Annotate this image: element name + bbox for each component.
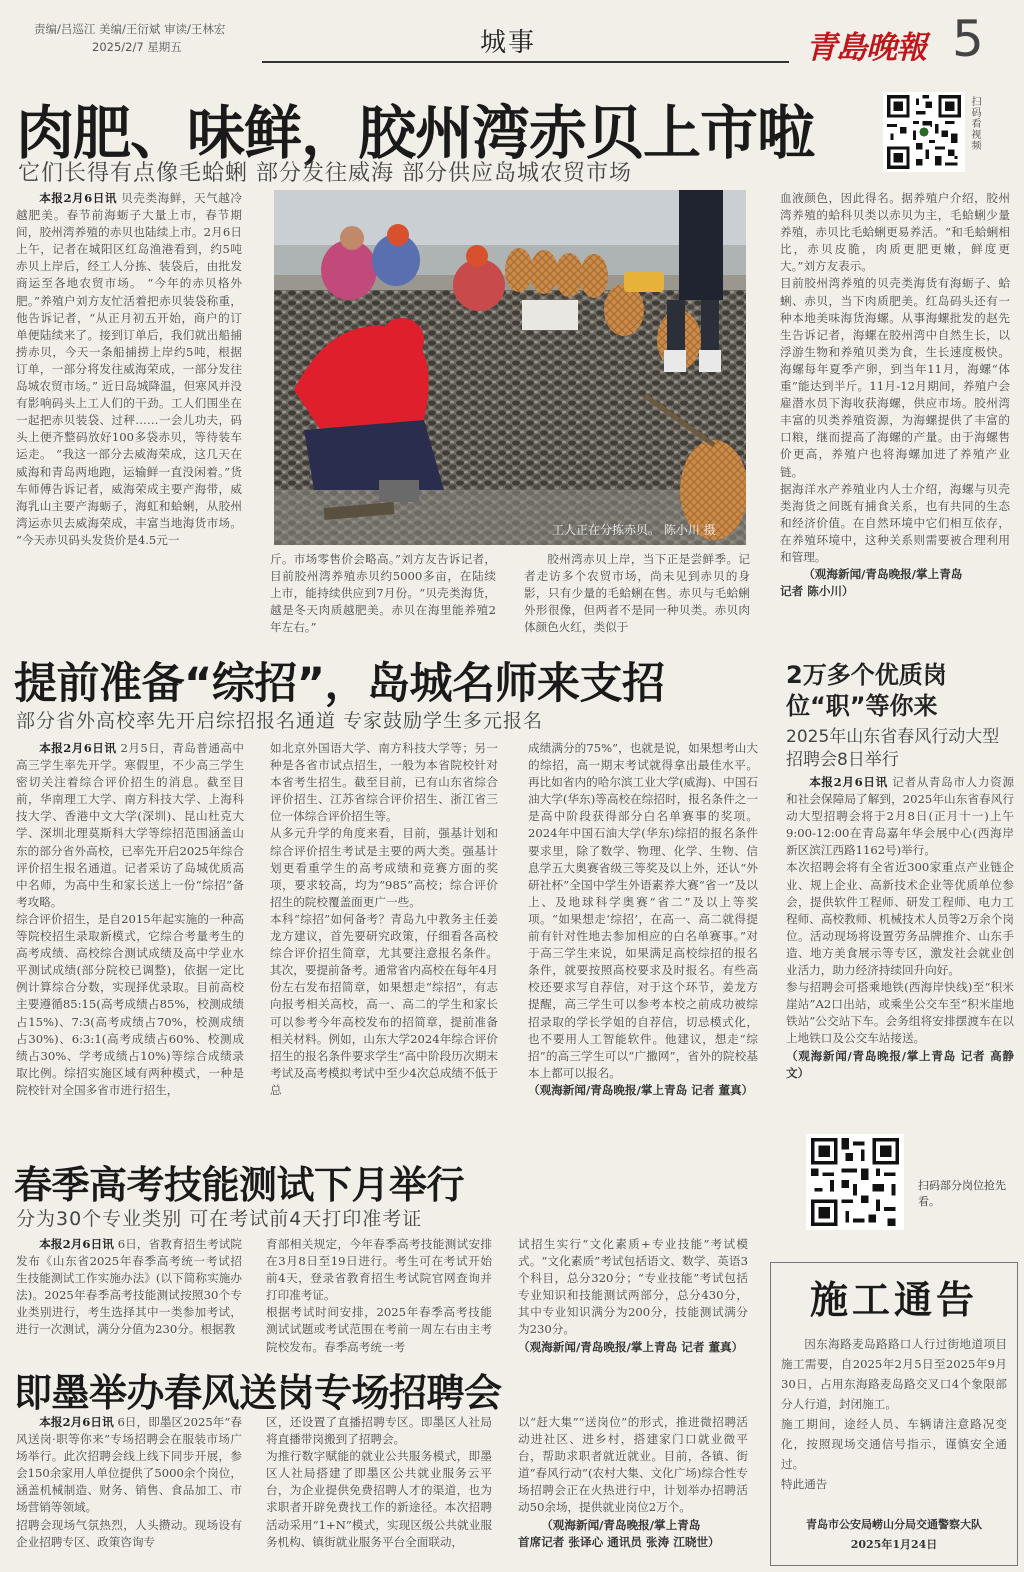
article2-column-3: [528, 740, 758, 1140]
article4-col2-text: 区，还设置了直播招聘专区。即墨区人社局将直播带岗搬到了招聘会。 为推行数字赋能的就业公共服务模式，即墨区人社局搭建了即墨区公共就业服务云平台，为企业提供免费招聘人才的渠道，也为求职者开辟免费找工作的新途径。本次招聘活动采用“1+N”模式，实现区级公共就业服务机构、镇街就业服务平台全面联动，: [266, 1415, 492, 1549]
article1-col3-text: 胶州湾赤贝上岸，当下正是尝鲜季。记者走访多个农贸市场，尚未见到赤贝的身影，只有少量的毛蛤蜊在售。赤贝与毛蛤蜊外形很像，但两者不是同一种贝类。赤贝肉体颜色火红，类似于: [524, 552, 750, 635]
sidebar-jobs-body: [786, 774, 1014, 1124]
article2-col1-text: 2月5日，青岛普通高中高三学生率先开学。寒假里，不少高三学生密切关注着综合评价招生的消息。截至目前，华南理工大学、南方科技大学、上海科技大学、香港中文大学(深圳)、昆山杜克大学、深圳北理莫斯科大学等综招范围涵盖山东的部分省外高校，已率先开启2025年综合评价招生报名通道。记者采访了岛城优质高中名师，为高中生和家长送上一份“综招”备考攻略。 综合评价招生，是自2015年起实施的一种高等院校招生录取新模式，它综合考量考生的高考成绩、高校综合测试成绩及高中学业水平测试成绩(部分院校已调整)，依据一定比例计算综合分数，实现择优录取。目前高校主要遵循85:15(高考成绩占85%，校测成绩占15%)、7:3(高考成绩占70%，校测成绩占30%)、6:3:1(高考成绩占60%、校测成绩占30%、学考成绩占10%)等综合成绩录取比例。综招实施区域有两种模式，一种是院校针对全国多省市进行招生，: [16, 741, 244, 1097]
jobs-qr-code-icon[interactable]: [806, 1134, 904, 1230]
article2-col2-text: 如北京外国语大学、南方科技大学等；另一种是各省市试点招生，一般为本省院校针对本省考生招生。截至目前，已有山东省综合评价招生、江苏省综合评价招生、浙江省三位一体综合评价招生等。 从多元升学的角度来看，目前，强基计划和综合评价招生考试是主要的两大类。强基计划更看重学生的高考成绩和竞赛方面的奖项，要求较高，均为“985”高校；综合评价招生的院校覆盖面更广一些。 本科“综招”如何备考？青岛九中教务主任姜龙方建议，首先要研究政策，仔细看各高校综合评价招生简章，尤其要注意报名条件。其次，要提前备考。通常省内高校在每年4月份左右发布招简章，如果想走“综招”，有志向报考相关高校，高一、高二的学生和家长可以参考今年高校发布的招简章，提前准备相关材料。例如，山东大学2024年综合评价招生的报名条件要求学生“高中阶段历次期末考试及高考模拟考试中至少4次总成绩不低于总: [270, 741, 498, 1097]
article4-title: 即墨举办春风送岗专场招聘会: [14, 1371, 502, 1415]
article3-column-2: [266, 1236, 492, 1356]
notice-body: [781, 1334, 1007, 1494]
section-name: 城事: [480, 28, 537, 58]
sidebar-jobs-credit: （观海新闻/青岛晚报/掌上青岛 记者 高静文）: [786, 1048, 1014, 1080]
article1-credit: （观海新闻/青岛晚报/掌上青岛: [803, 567, 963, 582]
article2-credit: （观海新闻/青岛晚报/掌上青岛 记者 董真）: [528, 1082, 754, 1097]
article1-reporter: 记者 陈小川）: [780, 584, 854, 599]
article3-col1-text: 6日，省教育招生考试院发布《山东省2025年春季高考统一考试招生技能测试工作实施办法》(以下简称实施办法)。2025年春季高考技能测试按照30个专业类别进行，考生选择其中一类参加考试，进行一次测试，满分分值为230分。根据教: [16, 1237, 242, 1337]
article3-credit: （观海新闻/青岛晚报/掌上青岛 记者 董真）: [518, 1339, 744, 1354]
article1-col2-text: 斤。市场零售价会略高。”刘方友告诉记者，目前胶州湾养殖赤贝约5000多亩，在陆续上市，能持续供应到7月份。“贝壳类海货，越是冬天肉质越肥美。赤贝在海里能养殖2年左右。”: [270, 552, 496, 635]
masthead-logo: 青島晚報: [806, 30, 926, 66]
video-qr-caption: 扫码看视频: [969, 96, 980, 151]
article3-col3-text: 试招生实行“文化素质+专业技能”考试模式。“文化素质”考试包括语文、数学、英语3个科目，总分320分；“专业技能”考试包括专业知识和技能测试两部分，总分430分，其中专业知识满分为200分，技能测试满分为230分。: [518, 1237, 748, 1337]
article4-lead: 本报2月6日讯: [39, 1415, 114, 1429]
jobs-qr-caption: 扫码部分岗位抢先看。: [918, 1179, 1006, 1208]
editors-line: 责编/吕巡江 美编/王衍斌 审读/王林宏: [34, 22, 226, 36]
notice-date: 2025年1月24日: [850, 1538, 938, 1551]
article3-title: 春季高考技能测试下月举行: [14, 1163, 465, 1207]
article1-col4-text: 血液颜色，因此得名。据养殖户介绍，胶州湾养殖的蛤科贝类以赤贝为主，毛蛤蜊少量养殖，赤贝比毛蛤蜊更易养活。“和毛蛤蜊相比，赤贝皮脆，肉质更肥更嫩，鲜度更大。”刘方友表示。 目前胶州湾养殖的贝壳类海货有海蛎子、蛤蜊、赤贝，当下肉质肥美。红岛码头还有一种本地美味海货海螺。从事海螺批发的赵先生告诉记者，海螺在胶州湾中自然生长，以浮游生物和养殖贝类为食，生长速度极快。海螺每年夏季产卵，到当年11月，海螺“体重”能达到半斤。11月-12月期间，养殖户会雇潜水员下海收获海螺，供应市场。胶州湾丰富的贝类养殖资源，为海螺提供了丰富的口粮，继而提高了海螺的产量。由于海螺售价更高，养殖户也将海螺加进了养殖产业链。 据海洋水产养殖业内人士介绍，海螺与贝壳类海货之间既有捕食关系，也有共同的生态和经济价值。在自然环境中它们相互依存，在养殖环境中，这种关系则需要被合理利用和管理。: [780, 191, 1010, 564]
article1-subtitle: 它们长得有点像毛蛤蜊 部分发往威海 部分供应岛城农贸市场: [18, 161, 632, 186]
article4-column-2: [266, 1414, 492, 1570]
header-meta: [34, 20, 225, 56]
clam-sorting-photo: [274, 190, 746, 545]
sidebar-jobs-text: 记者从青岛市人力资源和社会保障局了解到，2025年山东省春风行动大型招聘会将于2月8日(正月十一)上午9:00-12:00在青岛嘉年华会展中心(西海岸新区滨江西路1162号)举行。 本次招聘会将有全省近300家重点产业链企业、规上企业、高新技术企业等优质单位参会，提供软件工程师、研发工程师、电力工程师、高校教师、机械技术人员等2万余个岗位。活动现场将设置劳务品牌推介、山东手造、地方美食展示等专区，激发社会就业创业活力，助力经济持续回升向好。 参与招聘会可搭乘地铁(西海岸快线)至“积米崖站”A2口出站，或乘坐公交车至“积米崖地铁站”公交站下车。会务组将安排摆渡车在以上地铁口及公交车站接送。: [786, 775, 1014, 1046]
article1-col1-text: 贝壳类海鲜，天气越冷越肥美。春节前海蛎子大量上市，春节期间，胶州湾养殖的赤贝也陆续上市。2月6日上午，记者在城阳区红岛渔港看到，约5吨赤贝上岸后，经工人分拣、装袋后，由批发商运至各地农贸市场。 “今年的赤贝格外肥。”养殖户刘方友忙活着把赤贝装袋称重，他告诉记者，“从正月初五开始，商户的订单便陆续来了。接到订单后，我们就出船捕捞赤贝，今天一条船捕捞上岸约5吨，根据订单，一部分将发往威海荣成，一部分发往岛城农贸市场。” 近日岛城降温，但寒风并没有影响码头上工人们的干劲。工人们围坐在一起把赤贝装袋、过秤……一会儿功夫，码头上便齐整码放好100多袋赤贝，等待装车运走。 “我这一部分去威海荣成，这几天在威海和青岛两地跑，运输鲜一直没闲着。”货车师傅告诉记者，威海荣成主要产海带，威海乳山主要产海蛎子，海虹和蛤蜊，从胶州湾运赤贝去威海荣成，丰富当地海货市场。 “今天赤贝码头发货价是4.5元一: [16, 191, 242, 547]
article4-column-3: [518, 1414, 748, 1570]
article3-subtitle: 分为30个专业类别 可在考试前4天打印准考证: [16, 1208, 423, 1230]
article1-column-1: [16, 190, 242, 635]
video-qr-code-icon[interactable]: [883, 92, 965, 172]
article3-column-3: [518, 1236, 748, 1356]
sidebar-jobs-lead: 本报2月6日讯: [809, 775, 888, 789]
issue-date: 2025/2/7 星期五: [92, 40, 182, 54]
notice-issuer: 青岛市公安局崂山分局交通警察大队: [806, 1518, 982, 1531]
sidebar-jobs: [786, 660, 1016, 772]
article1-lead: 本报2月6日讯: [39, 191, 118, 205]
article4-column-1: [16, 1414, 242, 1570]
article4-reporter: 首席记者 张译心 通讯员 张涛 江晓世）: [518, 1534, 720, 1549]
article4-col1-text: 6日，即墨区2025年“春风送岗·职等你来”专场招聘会在服装市场广场举行。此次招聘会线上线下同步开展，参会150余家用人单位提供了5000余个岗位，涵盖机械制造、财务、销售、食品加工、市场营销等领域。 招聘会现场气氛热烈，人头攒动。现场设有企业招聘专区、政策咨询专: [16, 1415, 242, 1549]
article2-subtitle: 部分省外高校率先开启综招报名通道 专家鼓励学生多元报名: [16, 710, 544, 732]
article1-title: 肉肥、味鲜，胶州湾赤贝上市啦: [16, 99, 815, 167]
article2-column-1: [16, 740, 244, 1140]
article1-column-4: [780, 190, 1010, 637]
article1-column-3: [524, 551, 750, 637]
article2-lead: 本报2月6日讯: [39, 741, 117, 755]
sidebar-jobs-title: 2万多个优质岗位“职”等你来: [786, 661, 947, 720]
article2-title: 提前准备“综招”，岛城名师来支招: [14, 659, 665, 709]
header-rule: [262, 61, 789, 63]
notice-text: 因东海路麦岛路路口人行过街地道项目施工需要，自2025年2月5日至2025年9月30日，占用东海路麦岛路交叉口4个象限部分人行道，封闭施工。 施工期间，途经人员、车辆请注意路况变化，按照现场交通信号指示，谨慎安全通过。 特此通告: [781, 1337, 1007, 1491]
construction-notice: [770, 1262, 1018, 1566]
article3-lead: 本报2月6日讯: [39, 1237, 114, 1251]
article3-col2-text: 育部相关规定，今年春季高考技能测试安排在3月8日至19日进行。考生可在考试开始前4天，登录省教育招生考试院官网查询并打印准考证。 根据考试时间安排，2025年春季高考技能测试试题或考试范围在考前一周左右由主考院校发布。春季高考统一考: [266, 1237, 492, 1354]
article4-col3-text: 以“赶大集”“送岗位”的形式，推进微招聘活动进社区、进乡村，搭建家门口就业微平台，帮助求职者就近就业。目前，各镇、街道“春风行动”(农村大集、文化广场)综合性专场招聘会正在火热进行中，计划举办招聘活动50余场，提供就业岗位2万个。: [518, 1415, 748, 1515]
article1-column-2: [270, 551, 496, 637]
sidebar-jobs-subtitle: 2025年山东省春风行动大型招聘会8日举行: [786, 727, 1000, 770]
article4-credit: （观海新闻/青岛晚报/掌上青岛: [541, 1517, 701, 1532]
notice-title: 施工通告: [809, 1278, 978, 1322]
photo-caption: 工人正在分拣赤贝。 陈小川 摄: [552, 523, 716, 537]
page-number: 5: [952, 10, 984, 68]
article2-column-2: [270, 740, 498, 1140]
article2-col3-text: 成绩满分的75%”，也就是说，如果想考山大的综招，高一期末考试就得拿出最佳水平。再比如省内的哈尔滨工业大学(威海)、中国石油大学(华东)等高校在综招时，报名条件之一是高中阶段获得部分白名单赛事的奖项。2024年中国石油大学(华东)综招的报名条件要求里，除了数学、物理、化学、生物、信息学五大奥赛省级三等奖及以上外，还认“外研社杯”全国中学生外语素养大赛“省一”及以上、及地球科学奥赛“省二”及以上等奖项。“如果想走‘综招’，在高一、高二就得提前有针对性地去参加相应的白名单赛事。”对于高三学生来说，如果满足高校综招的报名条件，就要按照高校要求及时报名。有些高校还要求写自荐信，对于这个环节，姜龙方提醒，高三学生可以参考本校之前成功被综招录取的学长学姐的自荐信，切忌模式化，也不要用人工智能软件。他建议，想走“综招”的高三学生可以“广撒网”，省外的院校基本上都可以报名。: [528, 741, 758, 1080]
article3-column-1: [16, 1236, 242, 1356]
